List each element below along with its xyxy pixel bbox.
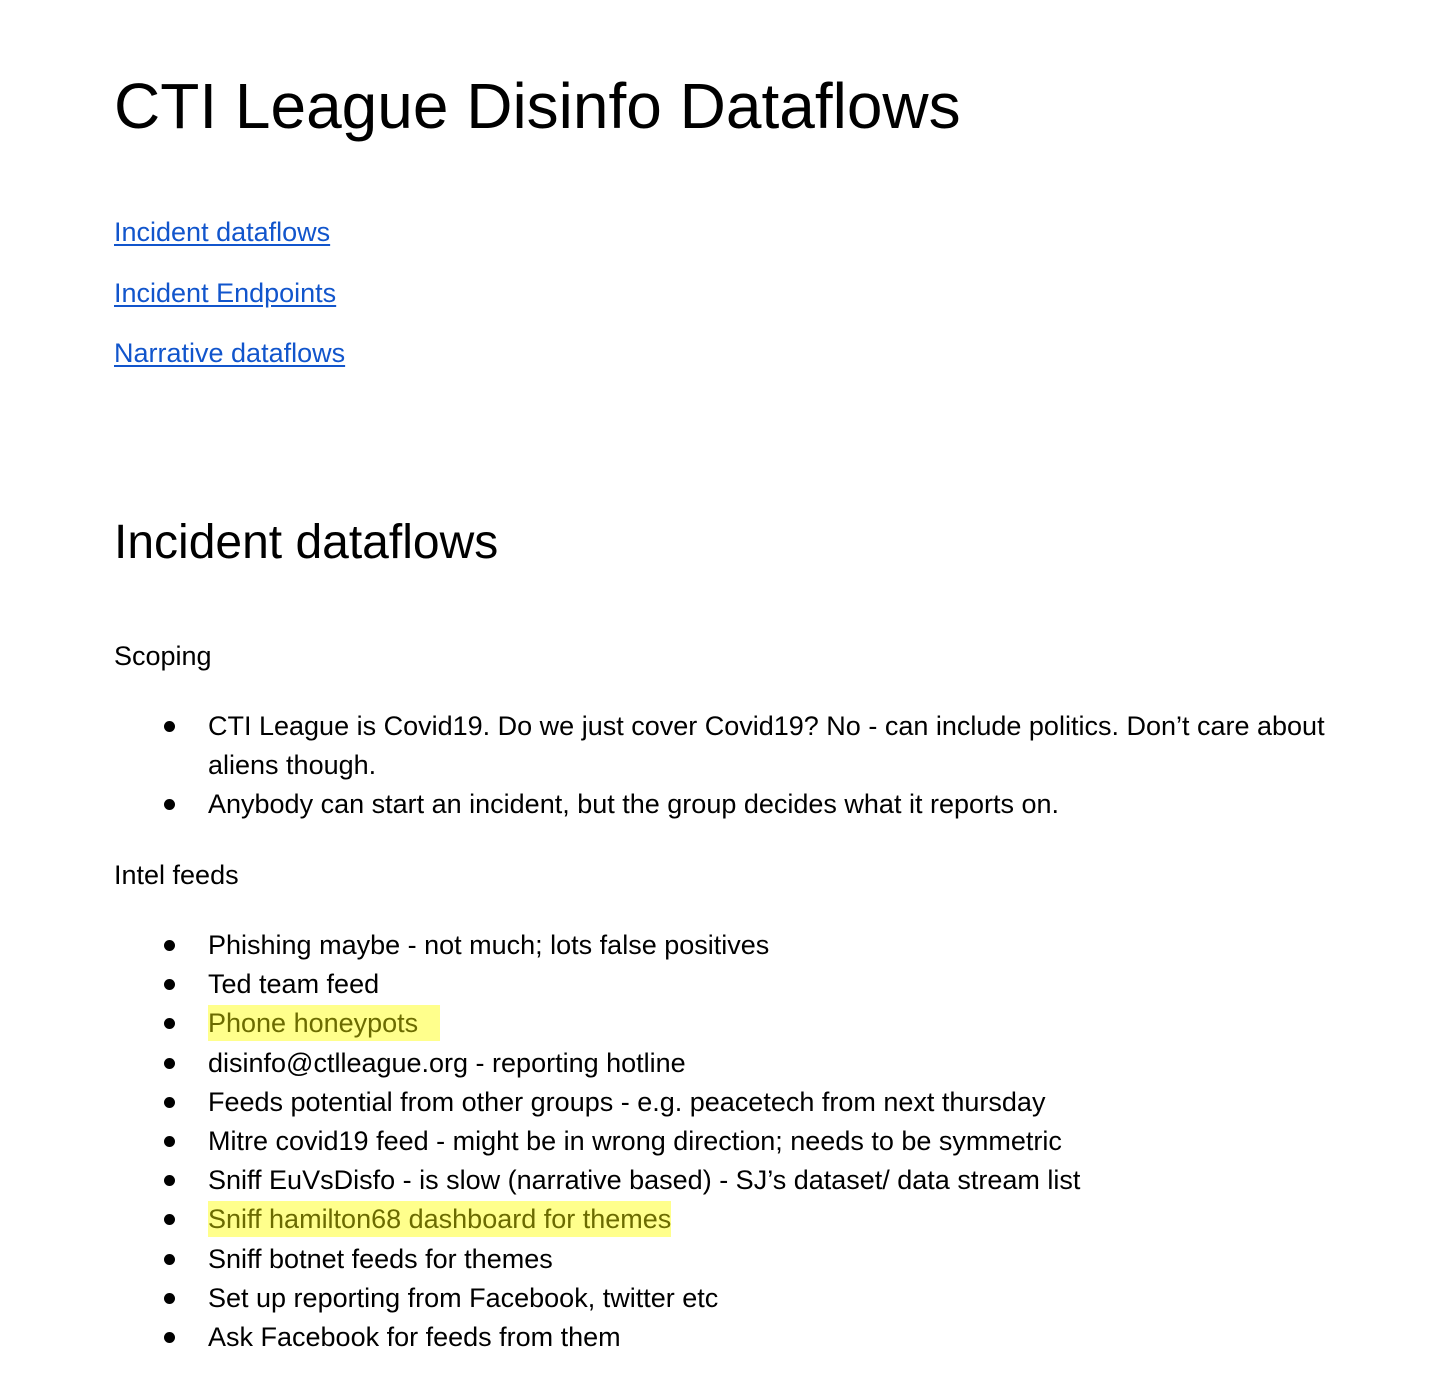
document-title: CTI League Disinfo Dataflows: [114, 70, 961, 142]
bullet-icon: [164, 1293, 175, 1304]
list-item: Anybody can start an incident, but the group decides what it reports on.: [114, 785, 1344, 824]
bullet-icon: [164, 1058, 175, 1069]
list-item: Set up reporting from Facebook, twitter etc: [114, 1279, 1344, 1318]
toc-link-narrative-dataflows[interactable]: Narrative dataflows: [114, 338, 346, 368]
list-item: Ted team feed: [114, 965, 1344, 1004]
toc-item: [114, 212, 345, 273]
bullet-icon: [164, 1097, 175, 1108]
scoping-list: [114, 707, 1344, 825]
toc-item: [114, 333, 345, 394]
list-item: [114, 1004, 1344, 1043]
scoping-label: Scoping: [114, 641, 212, 671]
bullet-icon: [164, 1175, 175, 1186]
list-item: Ask Facebook for feeds from them: [114, 1318, 1344, 1357]
intel-feeds-label: Intel feeds: [114, 860, 239, 890]
bullet-icon: [164, 721, 175, 732]
toc-link-incident-dataflows[interactable]: Incident dataflows: [114, 217, 331, 247]
toc-link-incident-endpoints[interactable]: Incident Endpoints: [114, 277, 337, 308]
list-item: Feeds potential from other groups - e.g. peacetech from next thursday: [114, 1083, 1344, 1122]
intel-feeds-list: [114, 926, 1344, 1357]
bullet-icon: [164, 1254, 175, 1265]
bullet-icon: [164, 1136, 175, 1147]
bullet-icon: [164, 940, 175, 951]
highlighted-text: Phone honeypots: [208, 1005, 440, 1041]
bullet-icon: [164, 799, 175, 810]
table-of-contents: [114, 212, 345, 394]
bullet-icon: [164, 1332, 175, 1343]
highlighted-text: Sniff hamilton68 dashboard for themes: [208, 1201, 671, 1237]
list-item: [114, 1200, 1344, 1239]
toc-item: [114, 273, 345, 334]
list-item: Sniff EuVsDisfo - is slow (narrative based) - SJ’s dataset/ data stream list: [114, 1161, 1344, 1200]
list-item: CTI League is Covid19. Do we just cover Covid19? No - can include politics. Don’t care about aliens though.: [114, 707, 1344, 785]
list-item: Mitre covid19 feed - might be in wrong direction; needs to be symmetric: [114, 1122, 1344, 1161]
section-heading: Incident dataflows: [114, 516, 499, 569]
bullet-icon: [164, 1018, 175, 1029]
bullet-icon: [164, 1214, 175, 1225]
list-item: Sniff botnet feeds for themes: [114, 1240, 1344, 1279]
bullet-icon: [164, 979, 175, 990]
list-item: Phishing maybe - not much; lots false positives: [114, 926, 1344, 965]
list-item: disinfo@ctlleague.org - reporting hotline: [114, 1044, 1344, 1083]
